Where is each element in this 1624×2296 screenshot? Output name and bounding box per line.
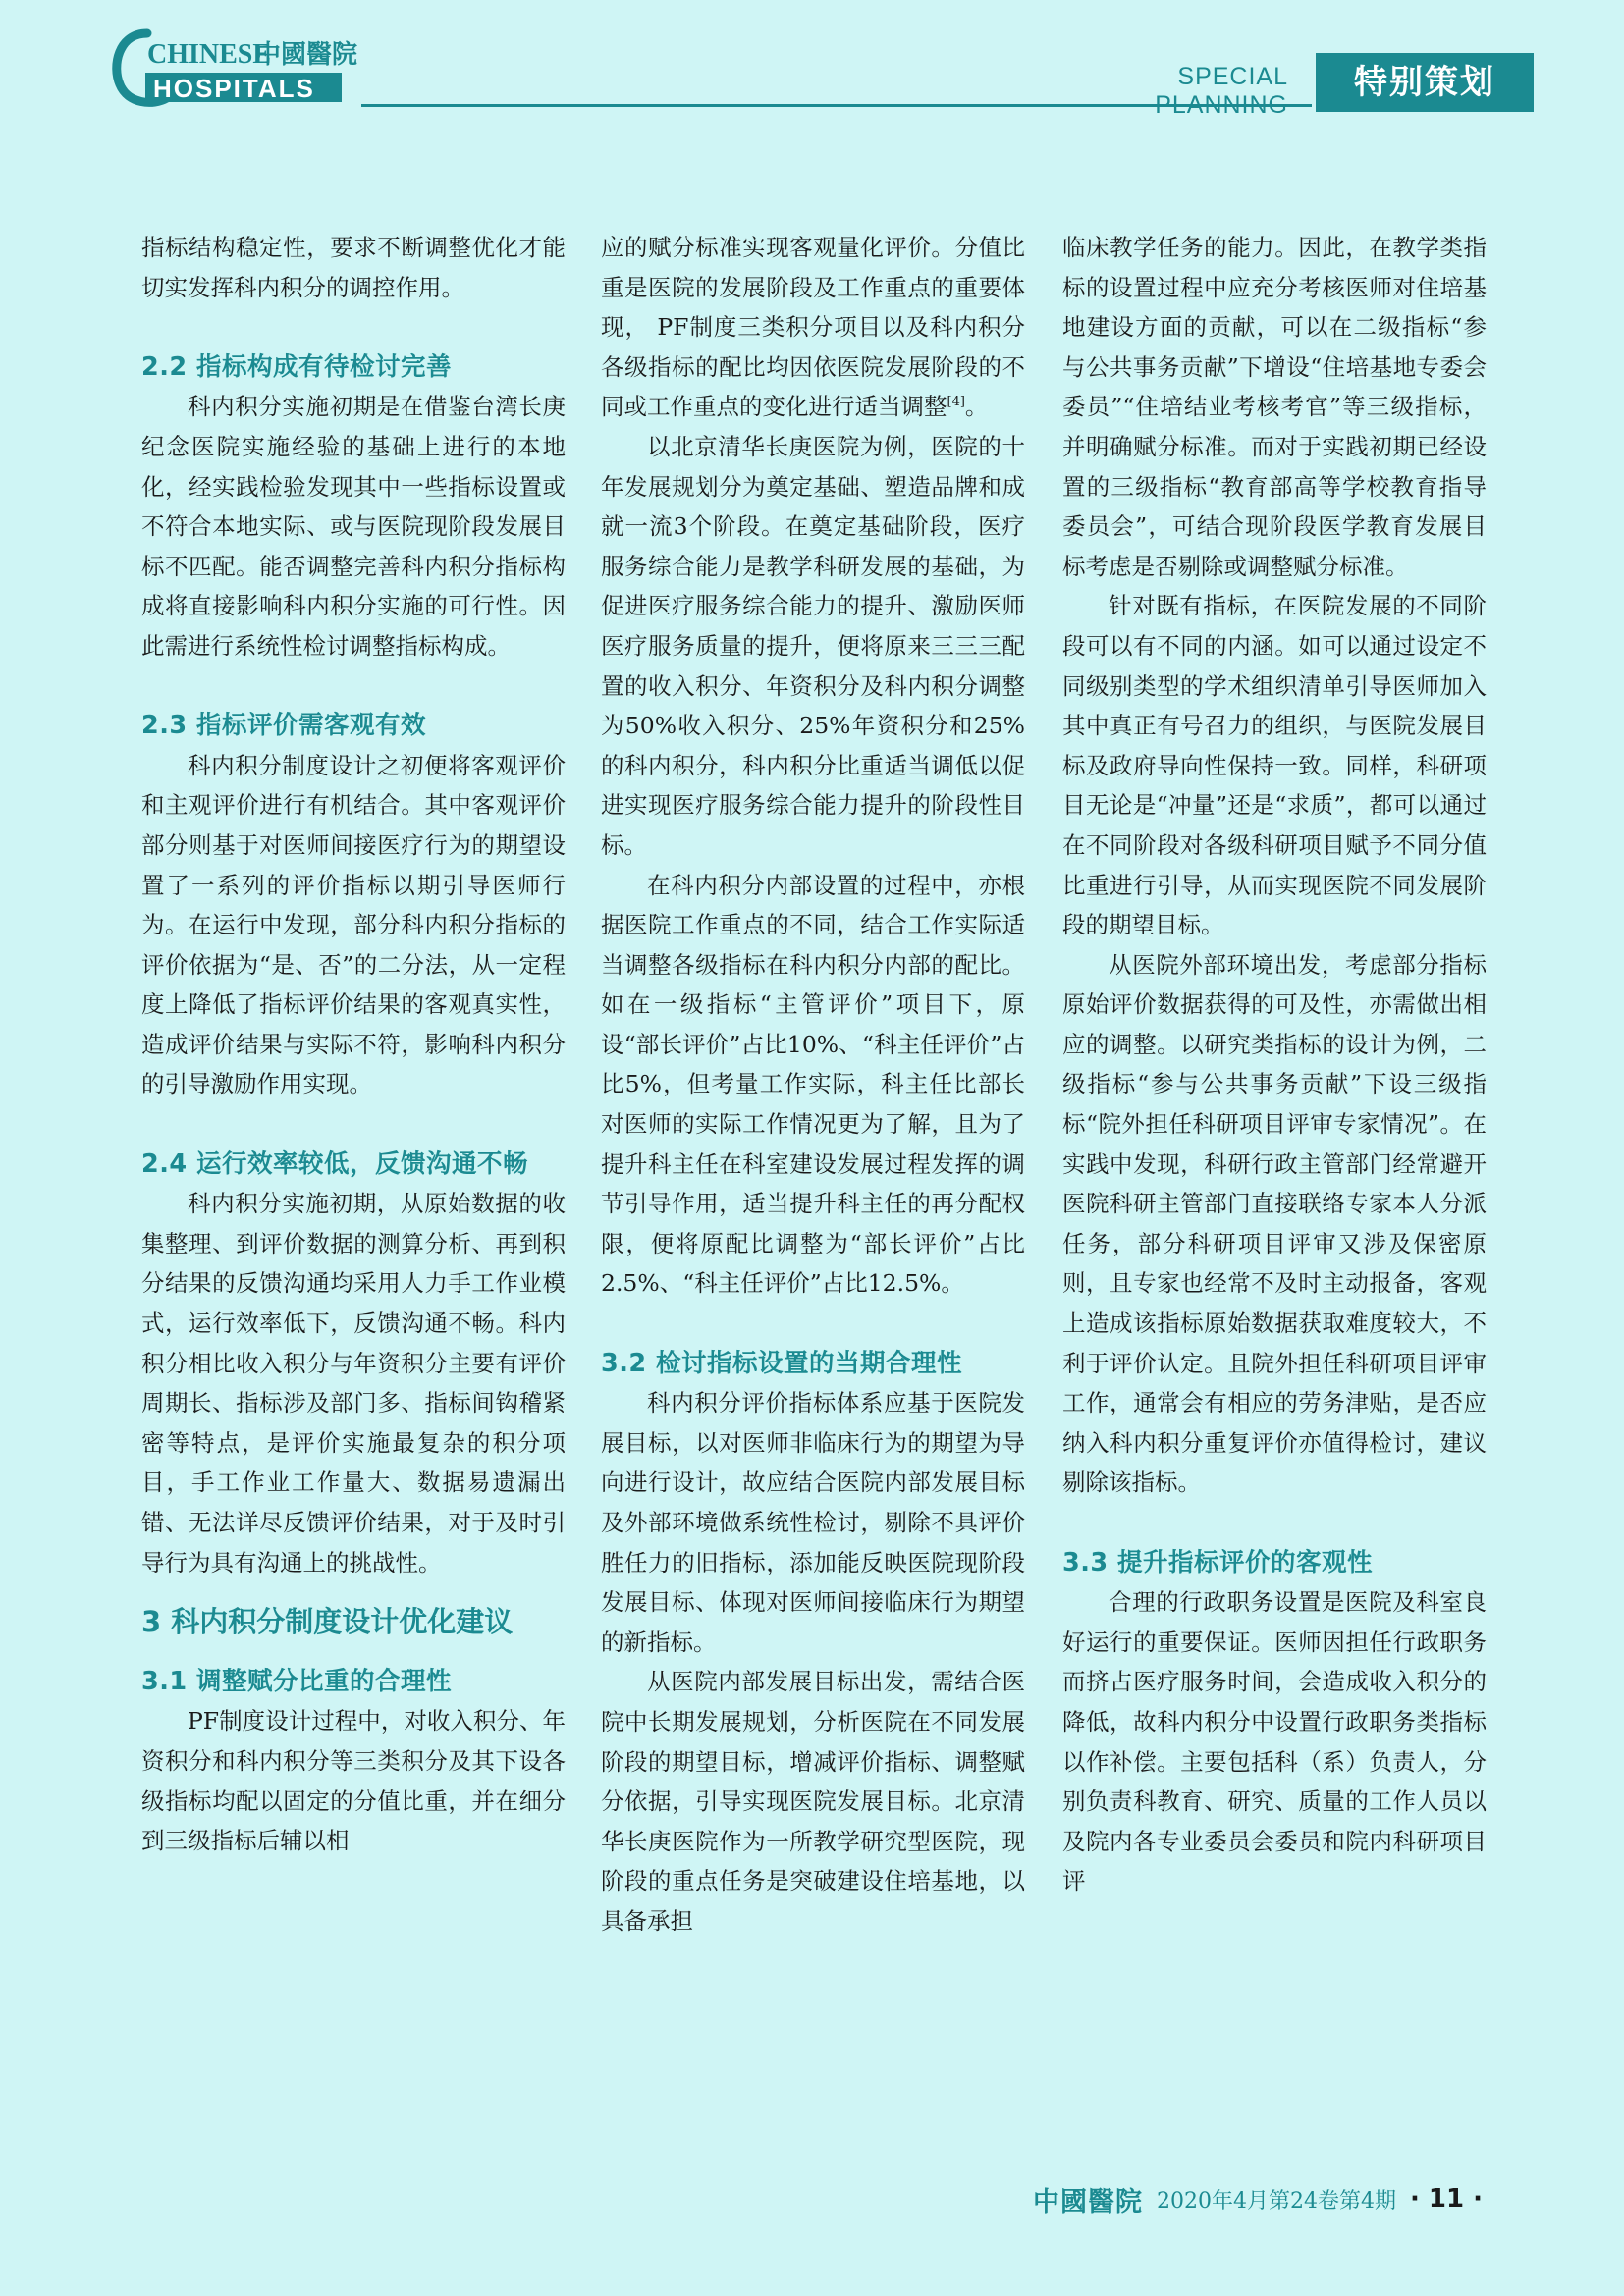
body-paragraph: 指标结构稳定性，要求不断调整优化才能切实发挥科内积分的调控作用。 [141, 234, 566, 301]
body-paragraph: 从医院内部发展目标出发，需结合医院中长期发展规划，分析医院在不同发展阶段的期望目标，增减评价指标、调整赋分依据，引导实现医院发展目标。北京清华长庚医院作为一所教学研究型医院，现阶段的重点任务是突破建设住培基地，以具备承担 [601, 1668, 1025, 1935]
text-column-1 [141, 228, 566, 1861]
spacer [141, 1582, 566, 1602]
body-paragraph: 应的赋分标准实现客观量化评价。分值比重是医院的发展阶段及工作重点的重要体现， PF制度三类积分项目以及科内积分各级指标的配比均因依医院发展阶段的不同或工作重点的变化进行适当调整[4]。 [601, 234, 1025, 421]
body-paragraph: 在科内积分内部设置的过程中，亦根据医院工作重点的不同，结合工作实际适当调整各级指标在科内积分内部的配比。如在一级指标“主管评价”项目下，原设“部长评价”占比10%、“科主任评价”占比5%，但考量工作实际，科主任比部长对医师的实际工作情况更为了解，且为了提升科主任在科室建设发展过程发挥的调节引导作用，适当提升科主任的再分配权限，便将原配比调整为“部长评价”占比2.5%、“科主任评价”占比12.5%。 [601, 871, 1025, 1298]
body-paragraph: 针对既有指标，在医院发展的不同阶段可以有不同的内涵。如可以通过设定不同级别类型的学术组织清单引导医师加入其中真正有号召力的组织，与医院发展目标及政府导向性保持一致。同样，科研项目无论是“冲量”还是“求质”，都可以通过在不同阶段对各级科研项目赋予不同分值比重进行引导，从而实现医院不同发展阶段的期望目标。 [1062, 592, 1487, 939]
section-label-en: SPECIAL PLANNING [1155, 63, 1288, 119]
citation-ref: [4] [947, 395, 965, 410]
spacer [1062, 1503, 1487, 1543]
subsection-heading: 3.1 调整赋分比重的合理性 [141, 1666, 453, 1696]
body-paragraph: 科内积分实施初期，从原始数据的收集整理、到评价数据的测算分析、再到积分结果的反馈沟通均采用人力手工作业模式，运行效率低下，反馈沟通不畅。科内积分相比收入积分与年资积分主要有评价周期长、指标涉及部门多、指标间钩稽紧密等特点，是评价实施最复杂的积分项目，手工作业工作量大、数据易遗漏出错、无法详尽反馈评价结果，对于及时引导行为具有沟通上的挑战性。 [141, 1190, 566, 1576]
body-paragraph: 临床教学任务的能力。因此，在教学类指标的设置过程中应充分考核医师对住培基地建设方面的贡献，可以在二级指标“参与公共事务贡献”下增设“住培基地专委会委员”“住培结业考核考官”等三级指标，并明确赋分标准。而对于实践初期已经设置的三级指标“教育部高等学校教育指导委员会”，可结合现阶段医学教育发展目标考虑是否剔除或调整赋分标准。 [1062, 234, 1487, 580]
text-column-2 [601, 228, 1025, 1942]
svg-text:中國醫院: 中國醫院 [255, 40, 358, 70]
page-footer [972, 2177, 1483, 2220]
section-label-cn: 特别策划 [1316, 53, 1534, 112]
body-paragraph: 以北京清华长庚医院为例，医院的十年发展规划分为奠定基础、塑造品牌和成就一流3个阶段。在奠定基础阶段，医疗服务综合能力是教学科研发展的基础，为促进医疗服务综合能力的提升、激励医师医疗服务质量的提升，便将原来三三三配置的收入积分、年资积分及科内积分调整为50%收入积分、25%年资积分和25%的科内积分，科内积分比重适当调低以促进实现医疗服务综合能力提升的阶段性目标。 [601, 432, 1025, 859]
subsection-heading: 2.4 运行效率较低，反馈沟通不畅 [141, 1148, 529, 1179]
body-paragraph: 科内积分实施初期是在借鉴台湾长庚纪念医院实施经验的基础上进行的本地化，经实践检验发现其中一些指标设置或不符合本地实际、或与医院现阶段发展目标不匹配。能否调整完善科内积分指标构成将直接影响科内积分实施的可行性。因此需进行系统性检讨调整指标构成。 [141, 393, 566, 660]
svg-text:CHINESE: CHINESE [147, 39, 272, 70]
spacer [141, 307, 566, 347]
body-paragraph: 科内积分评价指标体系应基于医院发展目标，以对医师非临床行为的期望为导向进行设计，故应结合医院内部发展目标及外部环境做系统性检讨，剔除不具评价胜任力的旧指标，添加能反映医院现阶段发展目标、体现对医师间接临床行为期望的新指标。 [601, 1389, 1025, 1656]
page-number: · 11 · [1409, 2184, 1483, 2214]
spacer [141, 1104, 566, 1145]
spacer [141, 667, 566, 707]
section-heading: 3 科内积分制度设计优化建议 [141, 1605, 514, 1639]
spacer [141, 1642, 566, 1662]
text-column-3 [1062, 228, 1487, 1901]
body-paragraph: 科内积分制度设计之初便将客观评价和主观评价进行有机结合。其中客观评价部分则基于对医师间接医疗行为的期望设置了一系列的评价指标以期引导医师行为。在运行中发现，部分科内积分指标的评价依据为“是、否”的二分法，从一定程度上降低了指标评价结果的客观真实性，造成评价结果与实际不符，影响科内积分的引导激励作用实现。 [141, 751, 566, 1098]
journal-logo [108, 27, 361, 110]
subsection-heading: 2.3 指标评价需客观有效 [141, 711, 427, 741]
body-paragraph: PF制度设计过程中，对收入积分、年资积分和科内积分等三类积分及其下设各级指标均配以固定的分值比重，并在细分到三级指标后辅以相 [141, 1707, 566, 1855]
footer-journal-name: 中國醫院 [1032, 2186, 1143, 2217]
footer-issue-info: 2020年4月第24卷第4期 [1156, 2188, 1396, 2214]
svg-text:HOSPITALS: HOSPITALS [153, 74, 315, 103]
subsection-heading: 3.2 检讨指标设置的当期合理性 [601, 1348, 963, 1378]
body-paragraph: 合理的行政职务设置是医院及科室良好运行的重要保证。医师因担任行政职务而挤占医疗服务时间，会造成收入积分的降低，故科内积分中设置行政职务类指标以作补偿。主要包括科（系）负责人，分别负责科教育、研究、质量的工作人员以及院内各专业委员会委员和院内科研项目评 [1062, 1588, 1487, 1896]
subsection-heading: 2.2 指标构成有待检讨完善 [141, 351, 453, 382]
body-paragraph: 从医院外部环境出发，考虑部分指标原始评价数据获得的可及性，亦需做出相应的调整。以研究类指标的设计为例，二级指标“参与公共事务贡献”下设三级指标“院外担任科研项目评审专家情况”。在实践中发现，科研行政主管部门经常避开医院科研主管部门直接联络专家本人分派任务，部分科研项目评审又涉及保密原则，且专家也经常不及时主动报备，客观上造成该指标原始数据获取难度较大，不利于评价认定。且院外担任科研项目评审工作，通常会有相应的劳务津贴，是否应纳入科内积分重复评价亦值得检讨，建议剔除该指标。 [1062, 950, 1487, 1497]
spacer [601, 1304, 1025, 1344]
subsection-heading: 3.3 提升指标评价的客观性 [1062, 1547, 1374, 1577]
